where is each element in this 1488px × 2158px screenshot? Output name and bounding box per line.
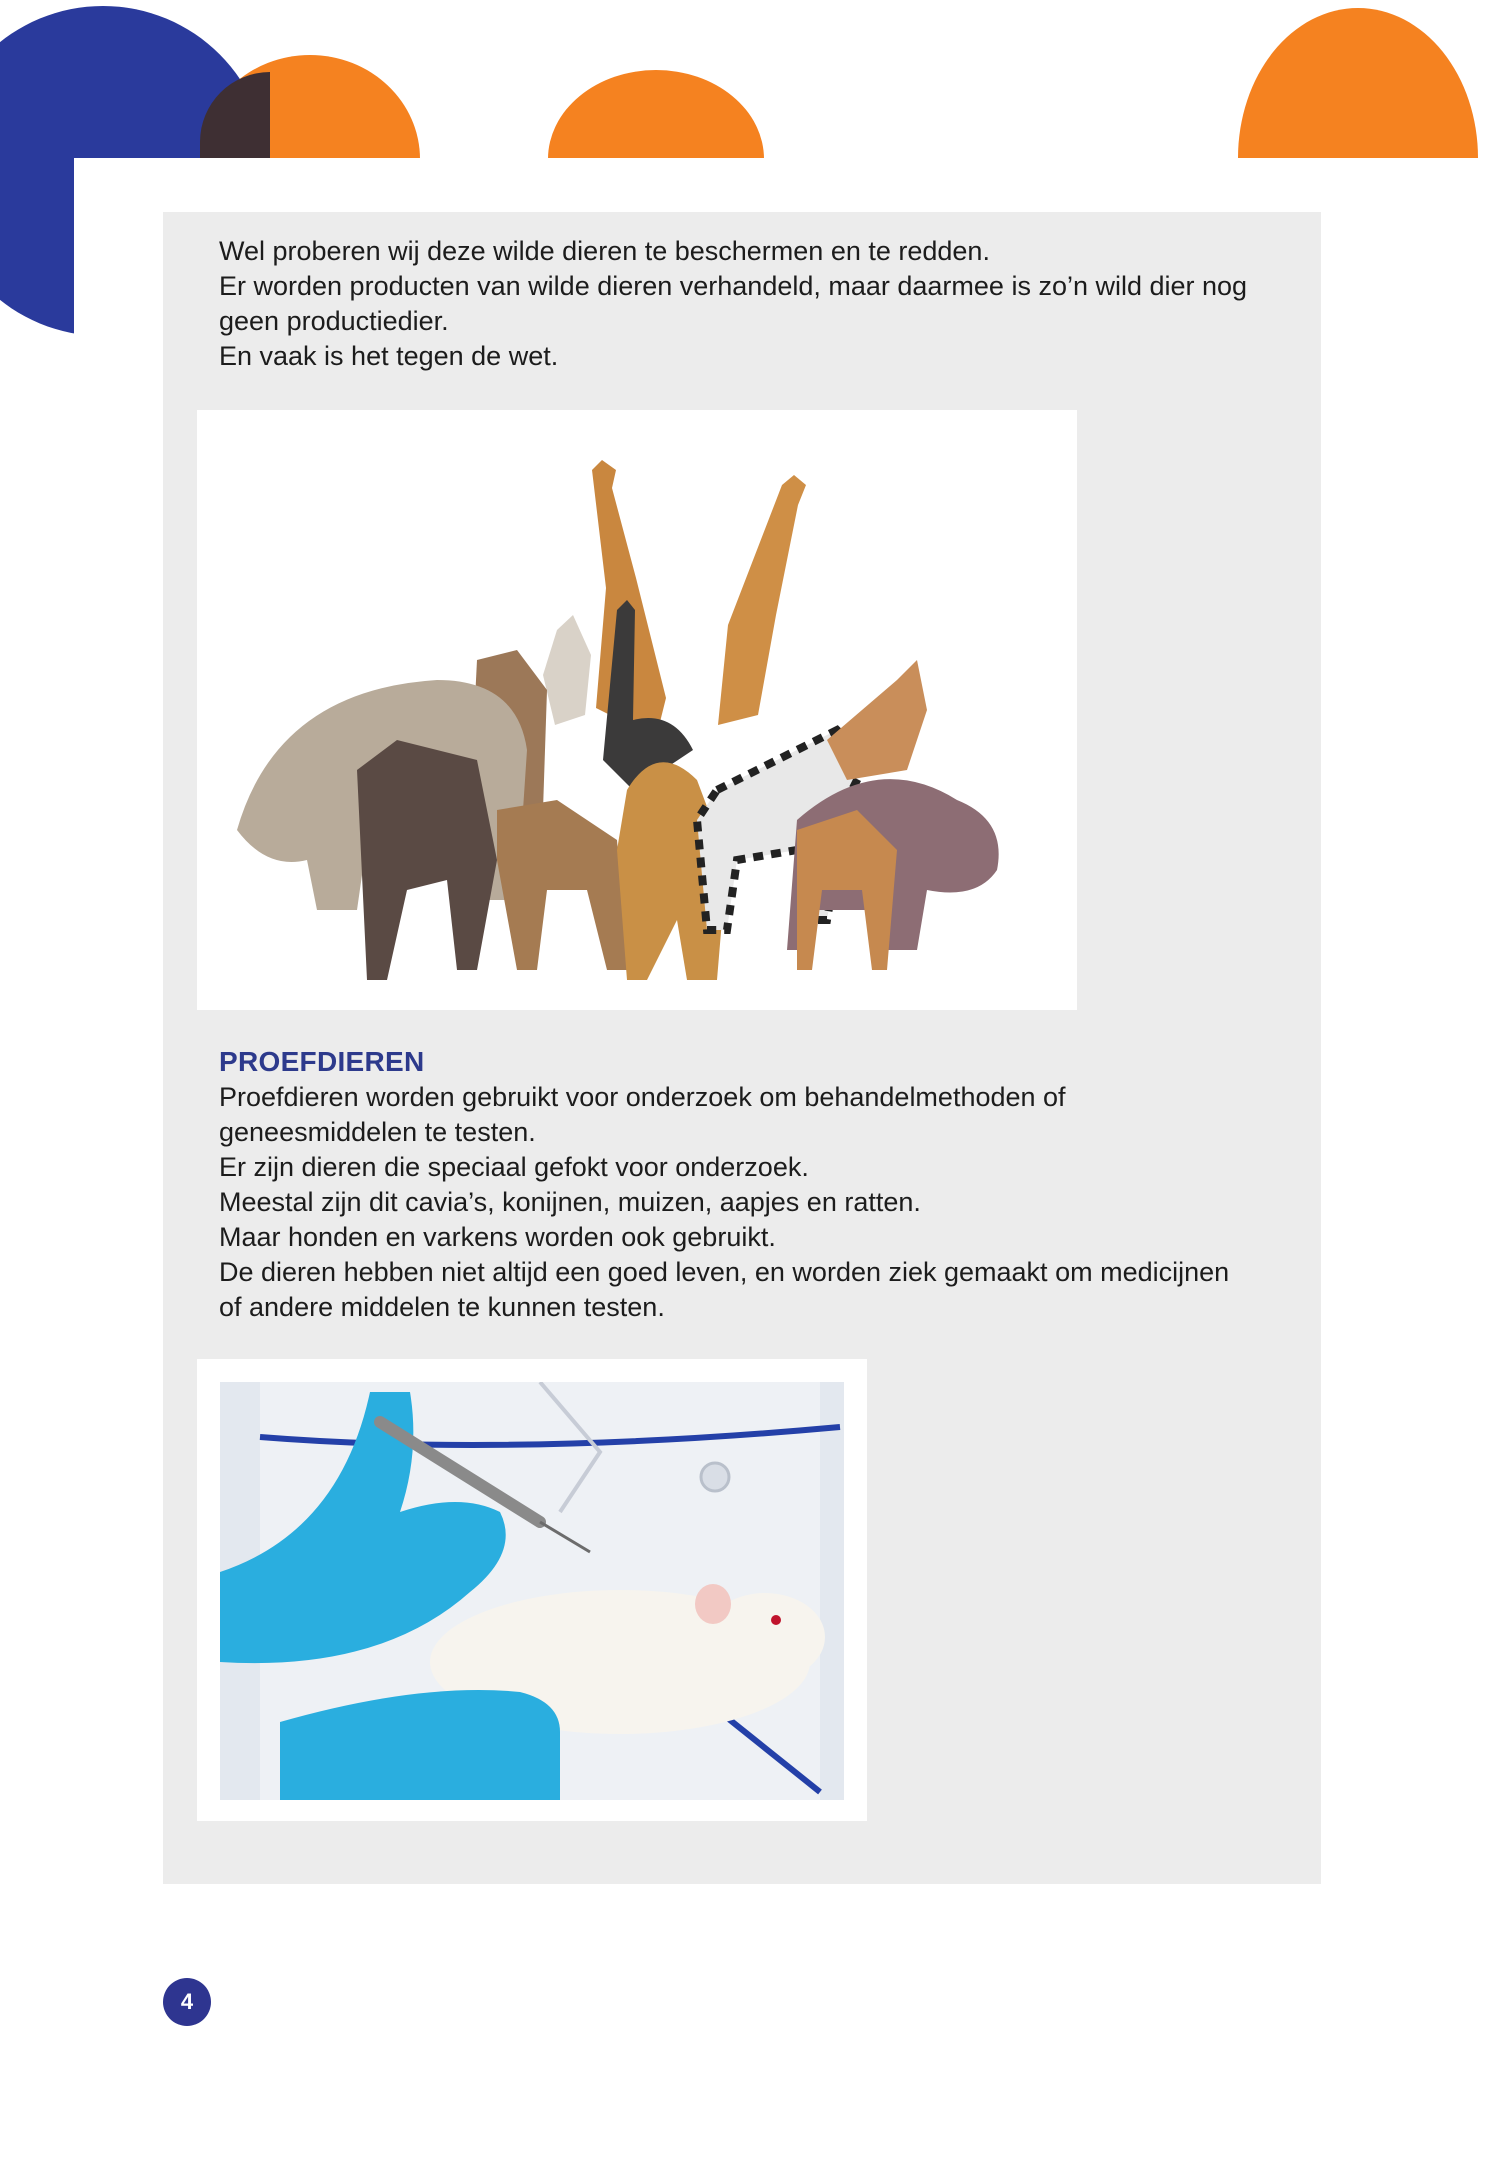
content-panel [163,212,1321,1884]
section-line: of andere middelen te kunnen testen. [219,1292,665,1322]
intro-line: Er worden producten van wilde dieren verhandeld, maar daarmee is zo’n wild dier nog [219,271,1248,301]
lab-rat-photo-inner [220,1382,844,1800]
section-line: Meestal zijn dit cavia’s, konijnen, muizen, aapjes en ratten. [219,1187,921,1217]
section-line: geneesmiddelen te testen. [219,1117,536,1147]
decorative-orange-half-circle-2 [548,70,764,159]
intro-paragraph [219,234,1279,374]
page-number: 4 [163,1978,211,2026]
intro-line: En vaak is het tegen de wet. [219,341,559,371]
section-line: Er zijn dieren die speciaal gefokt voor onderzoek. [219,1152,809,1182]
wild-animals-illustration [197,410,1077,1010]
lab-rat-illustration [220,1382,844,1800]
lab-rat-photo [197,1359,867,1821]
section-paragraph [219,1080,1279,1325]
section-heading: PROEFDIEREN [219,1046,425,1077]
section-line: Maar honden en varkens worden ook gebruikt. [219,1222,776,1252]
intro-line: Wel proberen wij deze wilde dieren te beschermen en te redden. [219,236,990,266]
section-line: Proefdieren worden gebruikt voor onderzoek om behandelmethoden of [219,1082,1066,1112]
section-line: De dieren hebben niet altijd een goed leven, en worden ziek gemaakt om medicijnen [219,1257,1230,1287]
wild-animals-photo [197,410,1077,1010]
decorative-orange-half-circle-3 [1238,8,1478,159]
intro-line: geen productiedier. [219,306,449,336]
